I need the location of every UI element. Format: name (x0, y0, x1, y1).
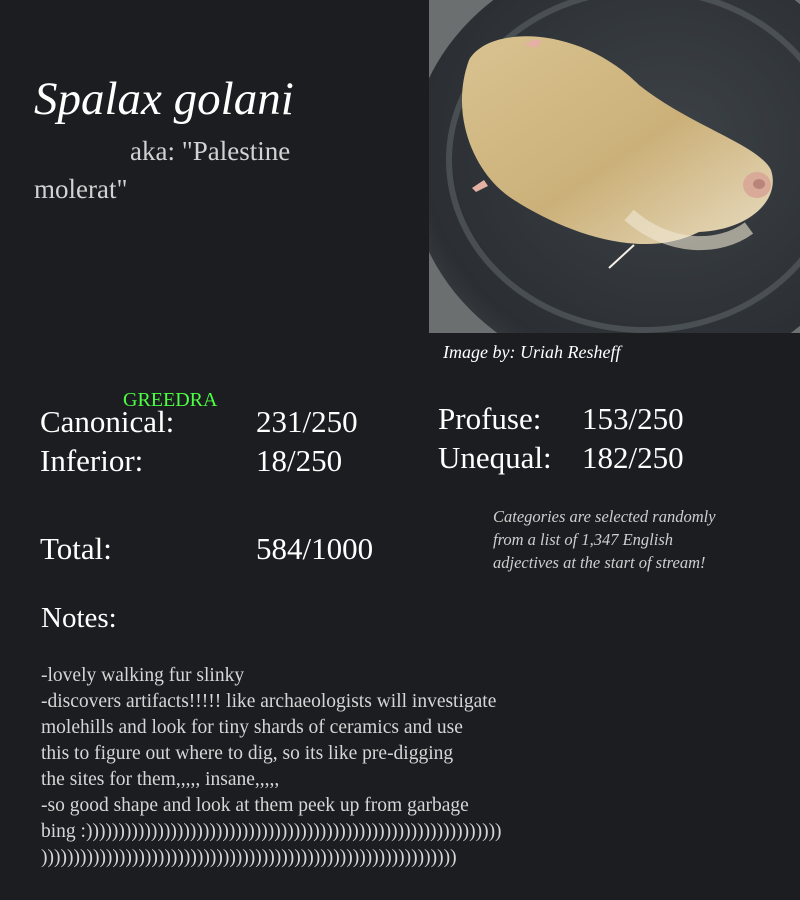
category-disclaimer: Categories are selected randomly from a list of 1,347 English adjectives at the start of stream! (493, 507, 716, 572)
user-tag: GREEDRA (123, 389, 218, 411)
profuse-value: 153/250 (582, 401, 684, 436)
species-name: Spalax golani (34, 73, 294, 125)
unequal-value: 182/250 (582, 440, 684, 475)
notes-line: -discovers artifacts!!!!! like archaeologists will investigate (41, 691, 497, 712)
canonical-label: Canonical: (40, 404, 175, 439)
profuse-label: Profuse: (438, 401, 542, 436)
notes-line: molehills and look for tiny shards of ceramics and use (41, 717, 463, 738)
inferior-value: 18/250 (256, 443, 343, 478)
unequal-label: Unequal: (438, 440, 552, 475)
image-credit: Image by: Uriah Resheff (443, 342, 621, 362)
notes-line: bing :)))))))))))))))))))))))))))))))))))))))))))))))))))))))))))))))) (41, 821, 502, 842)
notes-line: -so good shape and look at them peek up from garbage (41, 795, 469, 816)
common-name: aka: "Palestine molerat" (34, 136, 291, 204)
molerat-photo (429, 0, 800, 333)
notes-body (41, 663, 521, 871)
total-value: 584/1000 (256, 531, 374, 566)
inferior-label: Inferior: (40, 443, 144, 478)
notes-line: -lovely walking fur slinky (41, 665, 245, 686)
canonical-value: 231/250 (256, 404, 358, 439)
notes-line: the sites for them,,,,, insane,,,,, (41, 769, 280, 790)
notes-line: )))))))))))))))))))))))))))))))))))))))))))))))))))))))))))))))) (41, 847, 457, 868)
notes-line: this to figure out where to dig, so its like pre-digging (41, 743, 454, 764)
notes-heading: Notes: (41, 602, 117, 634)
total-label: Total: (40, 531, 112, 566)
